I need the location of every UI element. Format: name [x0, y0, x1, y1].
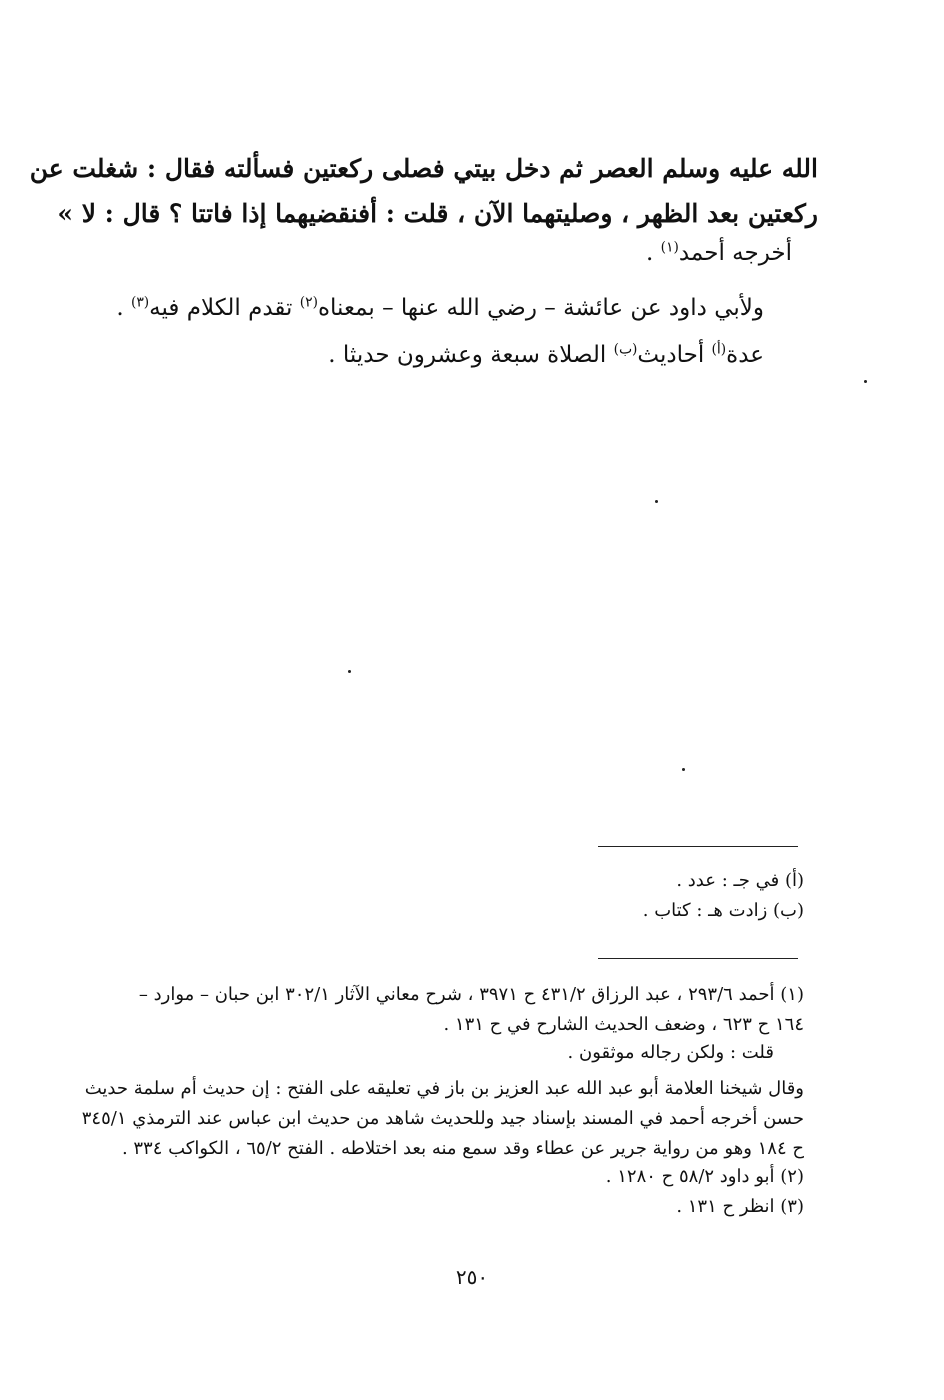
citation-text: أخرجه أحمد [678, 240, 792, 266]
footnote-ref-3: (٣) [130, 294, 150, 311]
main-text-line-4 [116, 295, 764, 321]
main-text-line-3 [646, 240, 792, 266]
footnote-1-line-4: وقال شيخنا العلامة أبو عبد الله عبد العزيز بن باز في تعليقه على الفتح : إن حديث أم سلمة حديث [84, 1078, 804, 1099]
main-text-line-2: ركعتين بعد الظهر ، وصليتهما الآن ، قلت : أفنقضيهما إذا فاتتا ؟ قال : لا » [57, 199, 818, 228]
main-text-line-1: الله عليه وسلم العصر ثم دخل بيتي فصلى ركعتين فسألته فقال : شغلت عن [29, 154, 818, 183]
narration-continued: تقدم الكلام فيه [149, 295, 300, 321]
footnote-2: (٢) أبو داود ٥٨/٢ ح ١٢٨٠ . [605, 1166, 804, 1187]
sentence-end: . [116, 295, 131, 321]
page-speck [655, 500, 658, 503]
footnote-1-line-3: قلت : ولكن رجاله موثقون . [567, 1042, 774, 1063]
footnote-1-line-1: (١) أحمد ٢٩٣/٦ ، عبد الرزاق ٤٣١/٢ ح ٣٩٧١ ، شرح معاني الآثار ٣٠٢/١ ابن حبان – موارد – [138, 984, 804, 1005]
variant-ref-b: (ب) [613, 341, 638, 358]
footnote-1-line-6: ح ١٨٤ وهو من رواية جرير عن عطاء وقد سمع منه بعد اختلاطه . الفتح ٦٥/٢ ، الكواكب ٣٣٤ . [121, 1138, 804, 1159]
footnote-3: (٣) انظر ح ١٣١ . [676, 1196, 804, 1217]
footnote-ref-1: (١) [660, 239, 679, 256]
footnote-1-line-5: حسن أخرجه أحمد في المسند بإسناد جيد وللحديث شاهد من حديث ابن عباس عند الترمذي ٣٤٥/١ [81, 1108, 804, 1129]
variant-ref-a: (أ) [711, 341, 727, 358]
page-speck [348, 670, 351, 673]
footnote-ref-2: (٢) [299, 294, 318, 311]
page-speck [682, 768, 685, 771]
variant-note-b: (ب) زادت هـ : كتاب . [642, 900, 804, 921]
footnote-1-line-2: ١٦٤ ح ٦٢٣ ، وضعف الحديث الشارح في ح ١٣١ . [443, 1014, 804, 1035]
separator-rule [598, 846, 798, 847]
count-text: عدة [726, 342, 764, 368]
page-speck [864, 380, 867, 383]
main-text-line-5 [328, 342, 764, 368]
count-text-end: الصلاة سبعة وعشرون حديثا . [328, 342, 614, 368]
narration-text: ولأبي داود عن عائشة – رضي الله عنها – بمعناه [317, 295, 764, 321]
sentence-end: . [646, 240, 661, 266]
page-number: ٢٥٠ [455, 1265, 489, 1289]
hadith-word: أحاديث [637, 342, 712, 368]
separator-rule [598, 958, 798, 959]
variant-note-a: (أ) في جـ : عدد . [676, 870, 804, 891]
